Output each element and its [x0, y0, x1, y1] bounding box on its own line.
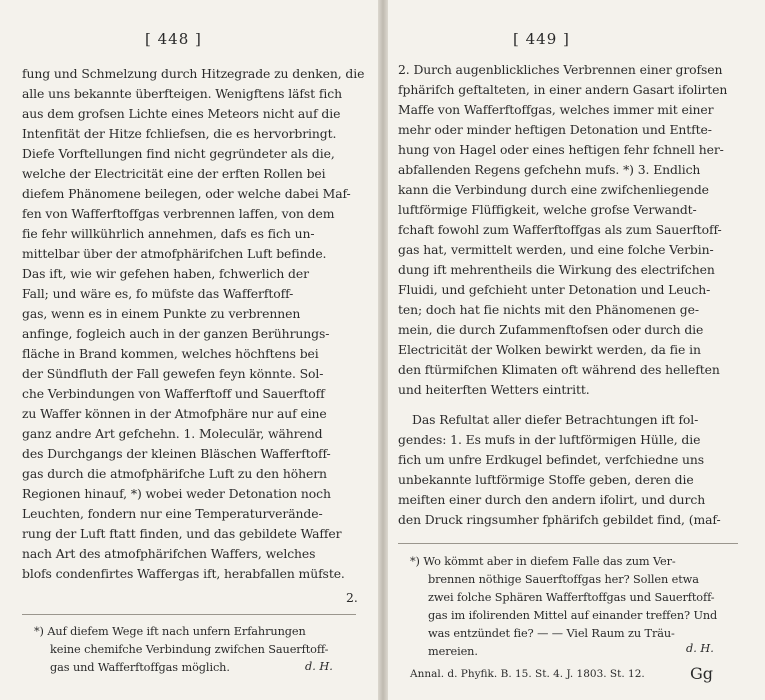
left-line: Fall; und wäre es, fo müfste das Wafferftoff-: [22, 286, 294, 301]
left-line: Diefe Vorftellungen find nicht gegründeter als die,: [22, 146, 335, 161]
right-line: und heiterften Wetters eintritt.: [398, 382, 590, 397]
right-line: mein, die durch Zufammenftofsen oder durch die: [398, 322, 704, 337]
left-footnote-line: *) Auf diefem Wege ift nach unfern Erfahrungen: [34, 625, 306, 638]
footnote-divider: [22, 614, 356, 615]
signature-mark: Gg: [690, 664, 714, 683]
left-line: welche der Electricität eine der erften Rollen bei: [22, 166, 326, 181]
left-line: che Verbindungen von Wafferftoff und Sauerftoff: [22, 386, 325, 401]
left-line: Das ift, wie wir gefehen haben, fchwerlich der: [22, 266, 309, 281]
right-footnote-line: was entzündet fie? — — Viel Raum zu Träu-: [428, 627, 675, 640]
right-line: mehr oder minder heftigen Detonation und Entfte-: [398, 122, 712, 137]
right-line: unbekannte luftförmige Stoffe geben, deren die: [398, 472, 694, 487]
left-line: Regionen hinauf, *) wobei weder Detonation noch: [22, 486, 331, 501]
left-line: der Sündfluth der Fall gewefen feyn könnte. Sol-: [22, 366, 324, 381]
right-line: kann die Verbindung durch eine zwifchenliegende: [398, 182, 709, 197]
footer-citation: Annal. d. Phyfik. B. 15. St. 4. J. 1803. St. 12.: [410, 668, 645, 680]
right-line: fchaft fowohl zum Wafferftoffgas als zum Sauerftoff-: [398, 222, 722, 237]
left-line: fung und Schmelzung durch Hitzegrade zu denken, die: [22, 66, 365, 81]
left-line: rung der Luft ftatt finden, und das gebildete Waffer: [22, 526, 342, 541]
left-line: Intenfität der Hitze fchliefsen, die es hervorbringt.: [22, 126, 337, 141]
paragraph-mark: 2.: [346, 590, 358, 605]
right-line: Maffe von Wafferftoffgas, welches immer mit einer: [398, 102, 714, 117]
left-line: fen von Wafferftoffgas verbrennen laffen, von dem: [22, 206, 335, 221]
right-line: 2. Durch augenblickliches Verbrennen einer grofsen: [398, 62, 723, 77]
right-line: dung ift mehrentheils die Wirkung des electrifchen: [398, 262, 715, 277]
left-line: blofs condenfirtes Waffergas ift, herabfallen müfste.: [22, 566, 345, 581]
left-page-number: [ 448 ]: [145, 30, 202, 48]
right-footnote-signature: d. H.: [686, 642, 714, 655]
right-line: luftförmige Flüffigkeit, welche grofse Verwandt-: [398, 202, 697, 217]
left-line: fie fehr willkührlich annehmen, dafs es fich un-: [22, 226, 315, 241]
right-line: Electricität der Wolken bewirkt werden, da fie in: [398, 342, 701, 357]
right-line: fich um unfre Erdkugel befindet, verfchiedne uns: [398, 452, 705, 467]
left-line: gas durch die atmofphärifche Luft zu den höhern: [22, 466, 327, 481]
right-line: fphärifch geftalteten, in einer andern Gasart ifolirten: [398, 82, 728, 97]
left-footnote-line: keine chemifche Verbindung zwifchen Sauerftoff-: [50, 643, 329, 656]
right-footnote-line: *) Wo kömmt aber in diefem Falle das zum Ver-: [410, 555, 676, 568]
right-line: Fluidi, und gefchieht unter Detonation und Leuch-: [398, 282, 711, 297]
right-line: den Druck ringsumher fphärifch gebildet find, (maf-: [398, 512, 721, 527]
left-line: gas, wenn es in einem Punkte zu verbrennen: [22, 306, 301, 321]
left-line: zu Waffer können in der Atmofphäre nur auf eine: [22, 406, 327, 421]
left-line: anfinge, fogleich auch in der ganzen Berührungs-: [22, 326, 330, 341]
left-line: des Durchgangs der kleinen Bläschen Wafferftoff-: [22, 446, 331, 461]
right-line: gendes: 1. Es mufs in der luftförmigen Hülle, die: [398, 432, 701, 447]
left-footnote-signature: d. H.: [305, 660, 333, 673]
right-footnote-line: mereien.: [428, 645, 478, 658]
right-line: gas hat, vermittelt werden, und eine folche Verbin-: [398, 242, 714, 257]
right-footnote-line: brennen nöthige Sauerftoffgas her? Sollen etwa: [428, 573, 699, 586]
left-line: aus dem grofsen Lichte eines Meteors nicht auf die: [22, 106, 341, 121]
left-line: fläche in Brand kommen, welches höchftens bei: [22, 346, 319, 361]
left-line: Leuchten, fondern nur eine Temperaturverände-: [22, 506, 323, 521]
left-line: mittelbar über der atmofphärifchen Luft befinde.: [22, 246, 327, 261]
right-page: [388, 0, 765, 700]
right-footnote-line: zwei folche Sphären Wafferftoffgas und Sauerftoff-: [428, 591, 715, 604]
left-line: diefem Phänomene beilegen, oder welche dabei Maf-: [22, 186, 351, 201]
right-page-number: [ 449 ]: [513, 30, 570, 48]
left-page: [0, 0, 378, 700]
left-line: nach Art des atmofphärifchen Waffers, welches: [22, 546, 316, 561]
right-line: hung von Hagel oder eines heftigen fehr fchnell her-: [398, 142, 724, 157]
left-line: ganz andre Art gefchehn. 1. Moleculär, während: [22, 426, 323, 441]
footnote-divider: [398, 543, 738, 544]
right-line: ten; doch hat fie nichts mit den Phänomenen ge-: [398, 302, 699, 317]
right-line: den ftürmifchen Klimaten oft während des helleften: [398, 362, 720, 377]
right-line: Das Refultat aller diefer Betrachtungen ift fol-: [412, 412, 699, 427]
right-footnote-line: gas im ifolirenden Mittel auf einander treffen? Und: [428, 609, 718, 622]
book-gutter: [378, 0, 388, 700]
right-line: meiften einer durch den andern ifolirt, und durch: [398, 492, 706, 507]
right-line: abfallenden Regens gefchehn mufs. *) 3. Endlich: [398, 162, 701, 177]
left-line: alle uns bekannte überfteigen. Wenigftens läfst fich: [22, 86, 342, 101]
left-footnote-line: gas und Wafferftoffgas möglich.: [50, 661, 230, 674]
